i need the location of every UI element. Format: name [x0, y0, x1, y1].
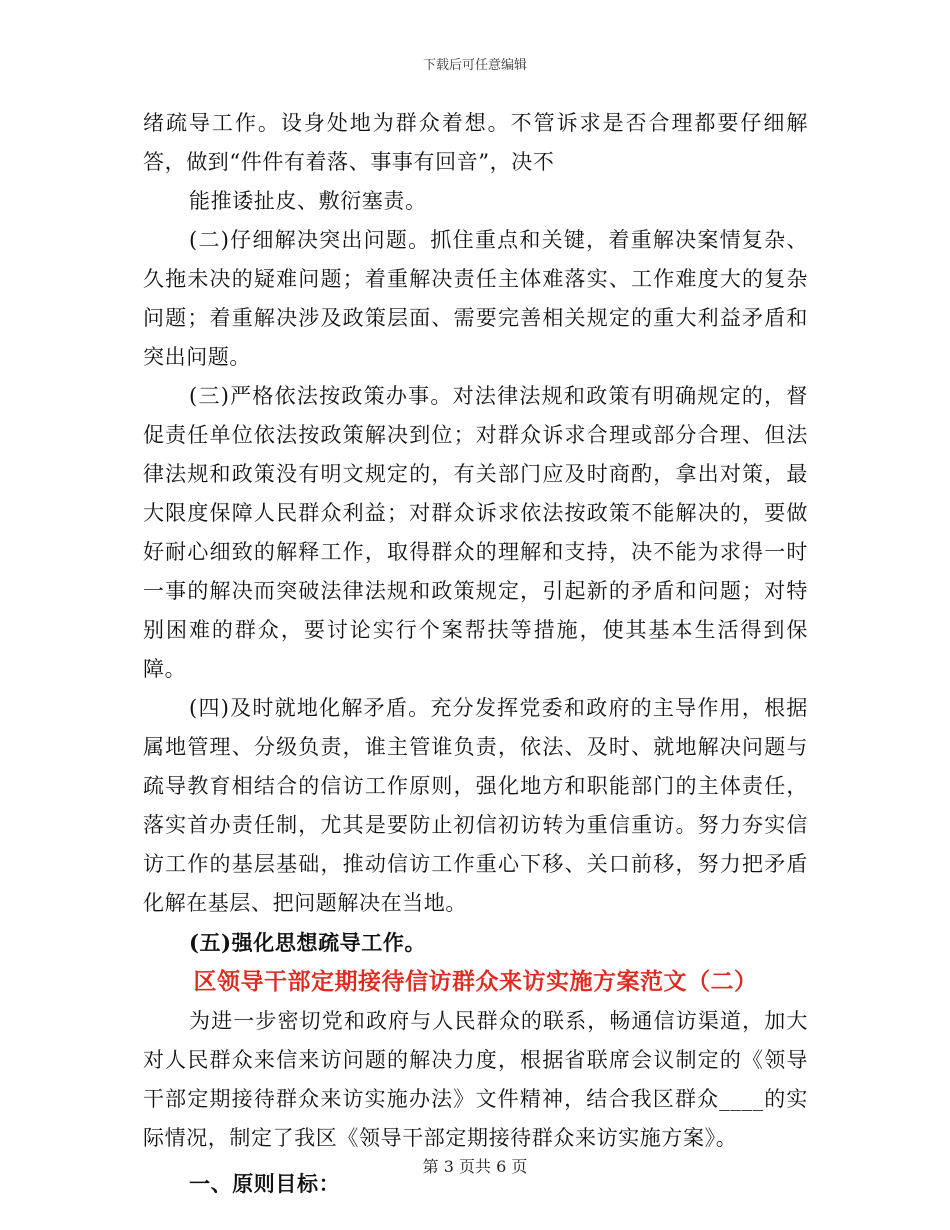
document-body [143, 104, 808, 1203]
page-number: 第 3 页共 6 页 [422, 1157, 528, 1176]
paragraph-4: (四)及时就地化解矛盾。充分发挥党委和政府的主导作用，根据属地管理、分级负责，谁主管谁负责，依法、及时、就地解决问题与疏导教育相结合的信访工作原则，强化地方和职能部门的主体责任，落实首办责任制，尤其是要防止初信初访转为重信重访。努力夯实信访工作的基层基础，推动信访工作重心下移、关口前移，努力把矛盾化解在基层、把问题解决在当地。 [143, 696, 808, 915]
paragraph-continued: 绪疏导工作。设身处地为群众着想。不管诉求是否合理都要仔细解答，做到“件件有着落、事事有回音”，决不 [143, 111, 808, 174]
paragraph-5-heading: (五)强化思想疏导工作。 [189, 930, 427, 955]
paragraph-3: (三)严格依法按政策办事。对法律法规和政策有明确规定的，督促责任单位依法按政策解决到位；对群众诉求合理或部分合理、但法律法规和政策没有明文规定的，有关部门应及时商酌，拿出对策，最大限度保障人民群众利益；对群众诉求依法按政策不能解决的，要做好耐心细致的解释工作，取得群众的理解和支持，决不能为求得一时一事的解决而突破法律法规和政策规定，引起新的矛盾和问题；对特别困难的群众，要讨论实行个案帮扶等措施，使其基本生活得到保障。 [143, 384, 808, 681]
paragraph-intro: 为进一步密切党和政府与人民群众的联系，畅通信访渠道，加大对人民群众来信来访问题的解决力度，根据省联席会议制定的《领导干部定期接待群众来访实施办法》文件精神，结合我区群众____的实际情况，制定了我区《领导干部定期接待群众来访实施方案》。 [143, 1009, 808, 1150]
document-title: 区领导干部定期接待信访群众来访实施方案范文（二） [193, 968, 758, 995]
header-note: 下载后可任意编辑 [422, 58, 527, 73]
paragraph-2: (二)仔细解决突出问题。抓住重点和关键，着重解决案情复杂、久拖未决的疑难问题；着重解决责任主体难落实、工作难度大的复杂问题；着重解决涉及政策层面、需要完善相关规定的重大利益矛盾和突出问题。 [143, 228, 808, 369]
section-heading-1: 一、原则目标： [189, 1171, 341, 1196]
paragraph-continued-tail: 能推诿扯皮、敷衍塞责。 [189, 189, 427, 213]
